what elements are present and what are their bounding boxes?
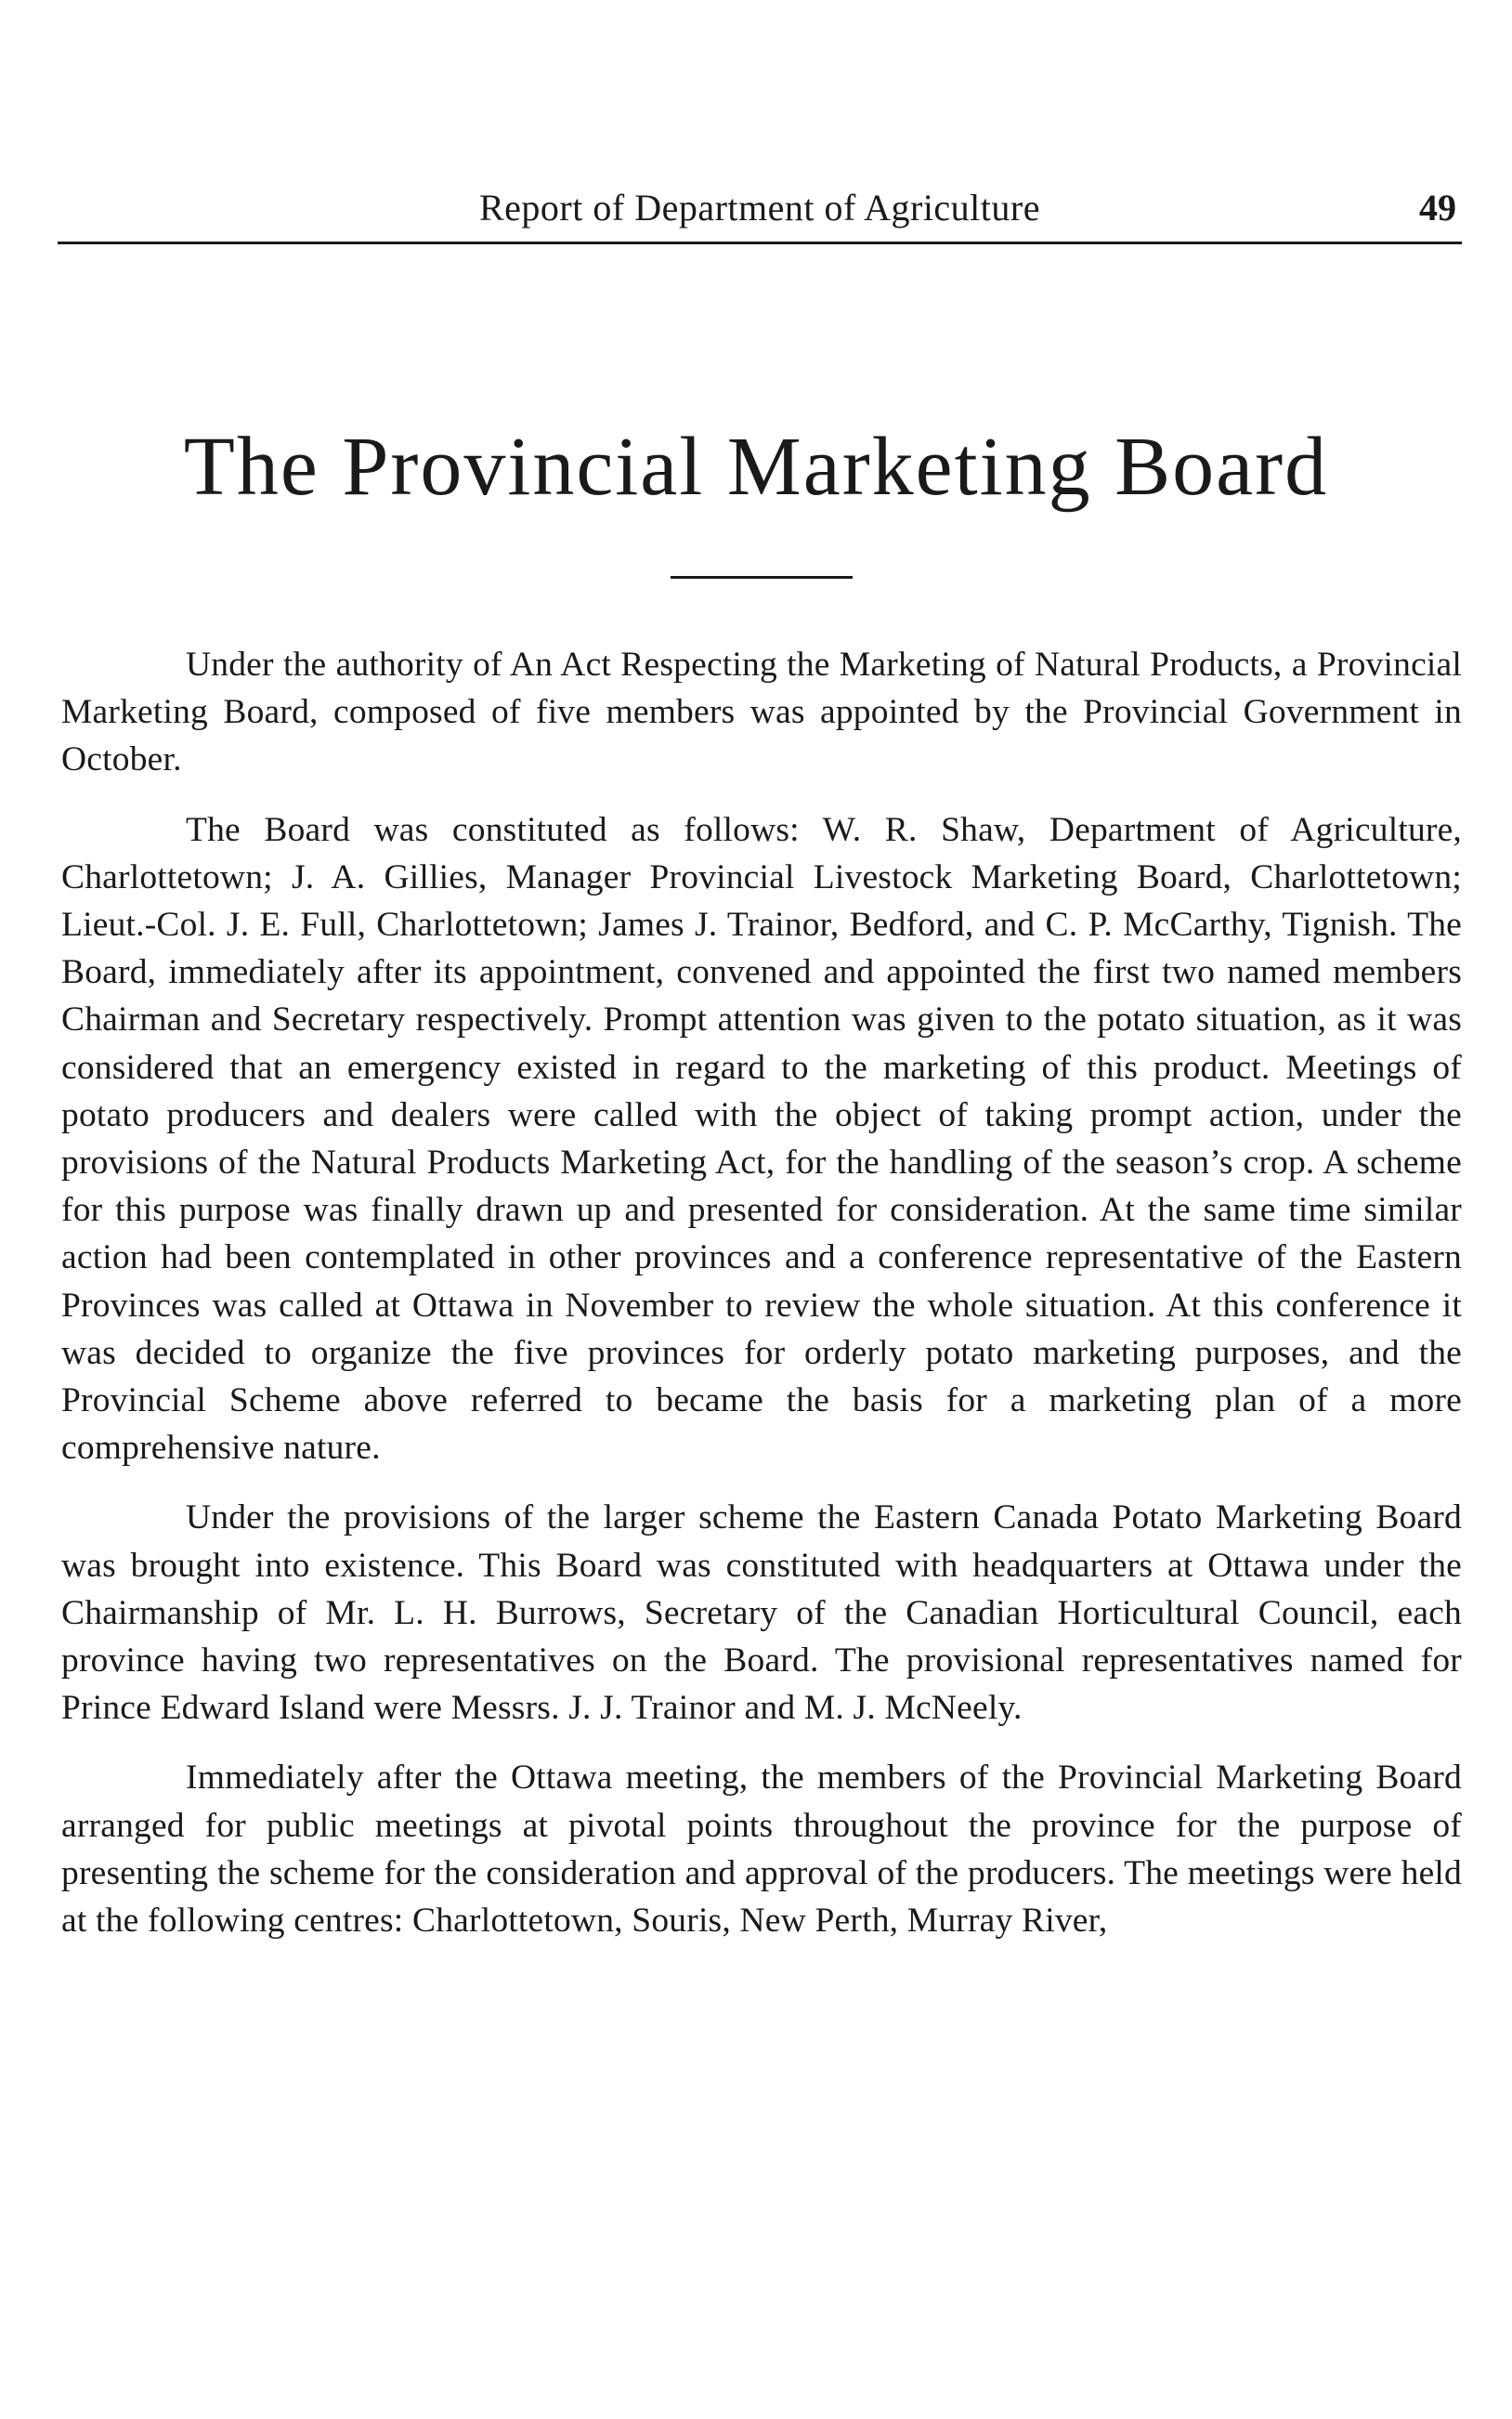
paragraph-4: Immediately after the Ottawa meeting, the members of the Provincial Marketing Board arranged for public meetings at pivotal points throughout the province for the purpose of presenting the scheme for the consideration and approval of the producers. The meetings were held at the following centres: Charlottetown, Souris, New Perth, Murray River,: [61, 1759, 1462, 1941]
page-title: The Provincial Marketing Board: [183, 421, 1329, 513]
running-header: [58, 182, 1462, 244]
paragraph-1: Under the authority of An Act Respecting the Marketing of Natural Products, a Provincial Marketing Board, composed of five members was appointed by the Provincial Government in October.: [61, 646, 1462, 779]
article-body: [61, 641, 1462, 1967]
running-title: Report of Department of Agriculture: [479, 187, 1040, 229]
title-divider: [671, 576, 853, 579]
paragraph-3: Under the provisions of the larger scheme the Eastern Canada Potato Marketing Board was brought into existence. This Board was constituted with headquarters at Ottawa under the Chairmanship of Mr. L. H. Burrows, Secretary of the Canadian Horticultural Council, each province having two representatives on the Board. The provisional representatives named for Prince Edward Island were Messrs. J. J. Trainor and M. J. McNeely.: [61, 1498, 1462, 1728]
page-number: 49: [1419, 187, 1456, 229]
paragraph-2: The Board was constituted as follows: W. R. Shaw, Department of Agriculture, Charlottetown; J. A. Gillies, Manager Provincial Livestock Marketing Board, Charlottetown; Lieut.-Col. J. E. Full, Charlottetown; James J. Trainor, Bedford, and C. P. McCarthy, Tignish. The Board, immediately after its appointment, convened and appointed the first two named members Chairman and Secretary respectively. Prompt attention was given to the potato situation, as it was considered that an emergency existed in regard to the marketing of this product. Meetings of potato producers and dealers were called with the object of taking prompt action, under the provisions of the Natural Products Marketing Act, for the handling of the season’s crop. A scheme for this purpose was finally drawn up and presented for consideration. At the same time similar action had been contemplated in other provinces and a conference representative of the Eastern Provinces was called at Ottawa in November to review the whole situation. At this conference it was decided to organize the five provinces for orderly potato marketing purposes, and the Provincial Scheme above referred to became the basis for a marketing plan of a more comprehensive nature.: [61, 810, 1462, 1468]
